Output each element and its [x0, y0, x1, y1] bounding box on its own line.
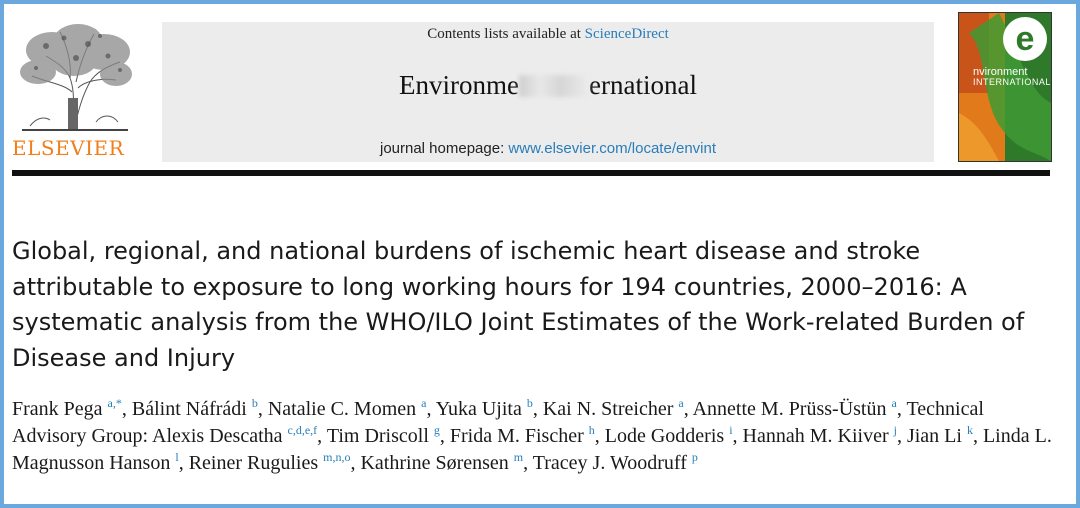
- elsevier-tree-icon: [16, 22, 134, 134]
- author-affiliation[interactable]: c,d,e,f: [287, 423, 318, 437]
- author-name[interactable]: Kai N. Streicher: [542, 398, 679, 420]
- homepage-link[interactable]: www.elsevier.com/locate/envint: [508, 140, 717, 157]
- homepage-line: [162, 140, 934, 157]
- author-affiliation[interactable]: b: [526, 396, 533, 410]
- contents-prefix: Contents lists available at: [427, 26, 585, 42]
- author-affiliation[interactable]: h: [588, 423, 595, 437]
- author-affiliation[interactable]: m: [513, 450, 524, 464]
- journal-banner: [162, 22, 934, 162]
- author-name[interactable]: Frida M. Fischer: [449, 425, 589, 447]
- author-affiliation[interactable]: a: [891, 396, 897, 410]
- author-affiliation[interactable]: i: [729, 423, 733, 437]
- author-name[interactable]: Tracey J. Woodruff: [532, 452, 692, 474]
- author-name[interactable]: Technical Advisory Group: Alexis Descatha: [12, 398, 984, 447]
- cover-line-2: INTERNATIONAL: [973, 77, 1051, 87]
- author-name[interactable]: Reiner Rugulies: [188, 452, 324, 474]
- author-affiliation[interactable]: b: [251, 396, 258, 410]
- author-name[interactable]: Frank Pega: [12, 398, 108, 420]
- author-name[interactable]: Hannah M. Kiiver: [742, 425, 894, 447]
- author-affiliation[interactable]: j: [893, 423, 897, 437]
- cover-text: [973, 67, 1051, 87]
- redaction-blur: [519, 75, 589, 97]
- author-name[interactable]: Yuka Ujita: [435, 398, 527, 420]
- author-name[interactable]: Lode Godderis: [604, 425, 730, 447]
- author-name[interactable]: Kathrine Sørensen: [360, 452, 514, 474]
- author-name[interactable]: Annette M. Prüss-Üstün: [692, 398, 892, 420]
- author-affiliation[interactable]: p: [691, 450, 698, 464]
- author-name[interactable]: Natalie C. Momen: [267, 398, 422, 420]
- article-title: Global, regional, and national burdens of ischemic heart disease and stroke attributable to exposure to long working hours for 194 countries, 2000–2016: A systematic analysis from the WHO/ILO Joint Estimates of the Work-related Burden of Disease and Injury: [12, 237, 1025, 372]
- journal-title-end: ernational: [589, 70, 697, 100]
- author-affiliation[interactable]: k: [966, 423, 973, 437]
- publisher-name: ELSEVIER: [12, 136, 125, 160]
- author-list: Frank Pega $^{a,*}$, Bálint Náfrádi $^b$, Natalie C. Momen $^a$, Yuka Ujita $^b$, Kai N. Streicher $^a$, Annette M. Prüss-Üstün $^a$, Technical Advisory Group: Alexis Descatha $^{c,d,e,f}$, Tim Driscoll $^g$, Frida M. Fischer $^h$, Lode Godderis $^i$, Hannah M. Kiiver $^j$, Jian Li $^k$, Linda L. Magnusson Hanson $^l$, Reiner Rugulies $^{m,n,o}$, Kathrine Sørensen $^m$, Tracey J. Woodruff $^p$: [12, 396, 1052, 474]
- author-affiliation[interactable]: g: [433, 423, 440, 437]
- publisher-logo: [12, 22, 138, 162]
- cover-image: [959, 13, 1051, 161]
- author-name[interactable]: Linda L. Magnusson Hanson: [12, 425, 1052, 474]
- author-affiliation[interactable]: a: [678, 396, 684, 410]
- journal-title: [162, 70, 934, 101]
- sciencedirect-link[interactable]: ScienceDirect: [584, 26, 669, 42]
- author-affiliation[interactable]: m,n,o: [323, 450, 351, 464]
- journal-title-start: Environme: [399, 70, 520, 100]
- homepage-prefix: journal homepage:: [379, 140, 509, 157]
- cover-line-1: nvironment: [973, 66, 1028, 78]
- author-affiliation[interactable]: a: [421, 396, 427, 410]
- author-affiliation[interactable]: a,*: [107, 396, 122, 410]
- author-name[interactable]: Bálint Náfrádi: [131, 398, 252, 420]
- author-affiliation[interactable]: l: [175, 450, 179, 464]
- author-name[interactable]: Jian Li: [906, 425, 967, 447]
- header-rule: [12, 170, 1050, 176]
- journal-cover: [958, 12, 1052, 162]
- contents-line: [162, 26, 934, 43]
- author-name[interactable]: Tim Driscoll: [326, 425, 434, 447]
- cover-letter: e: [1015, 20, 1035, 58]
